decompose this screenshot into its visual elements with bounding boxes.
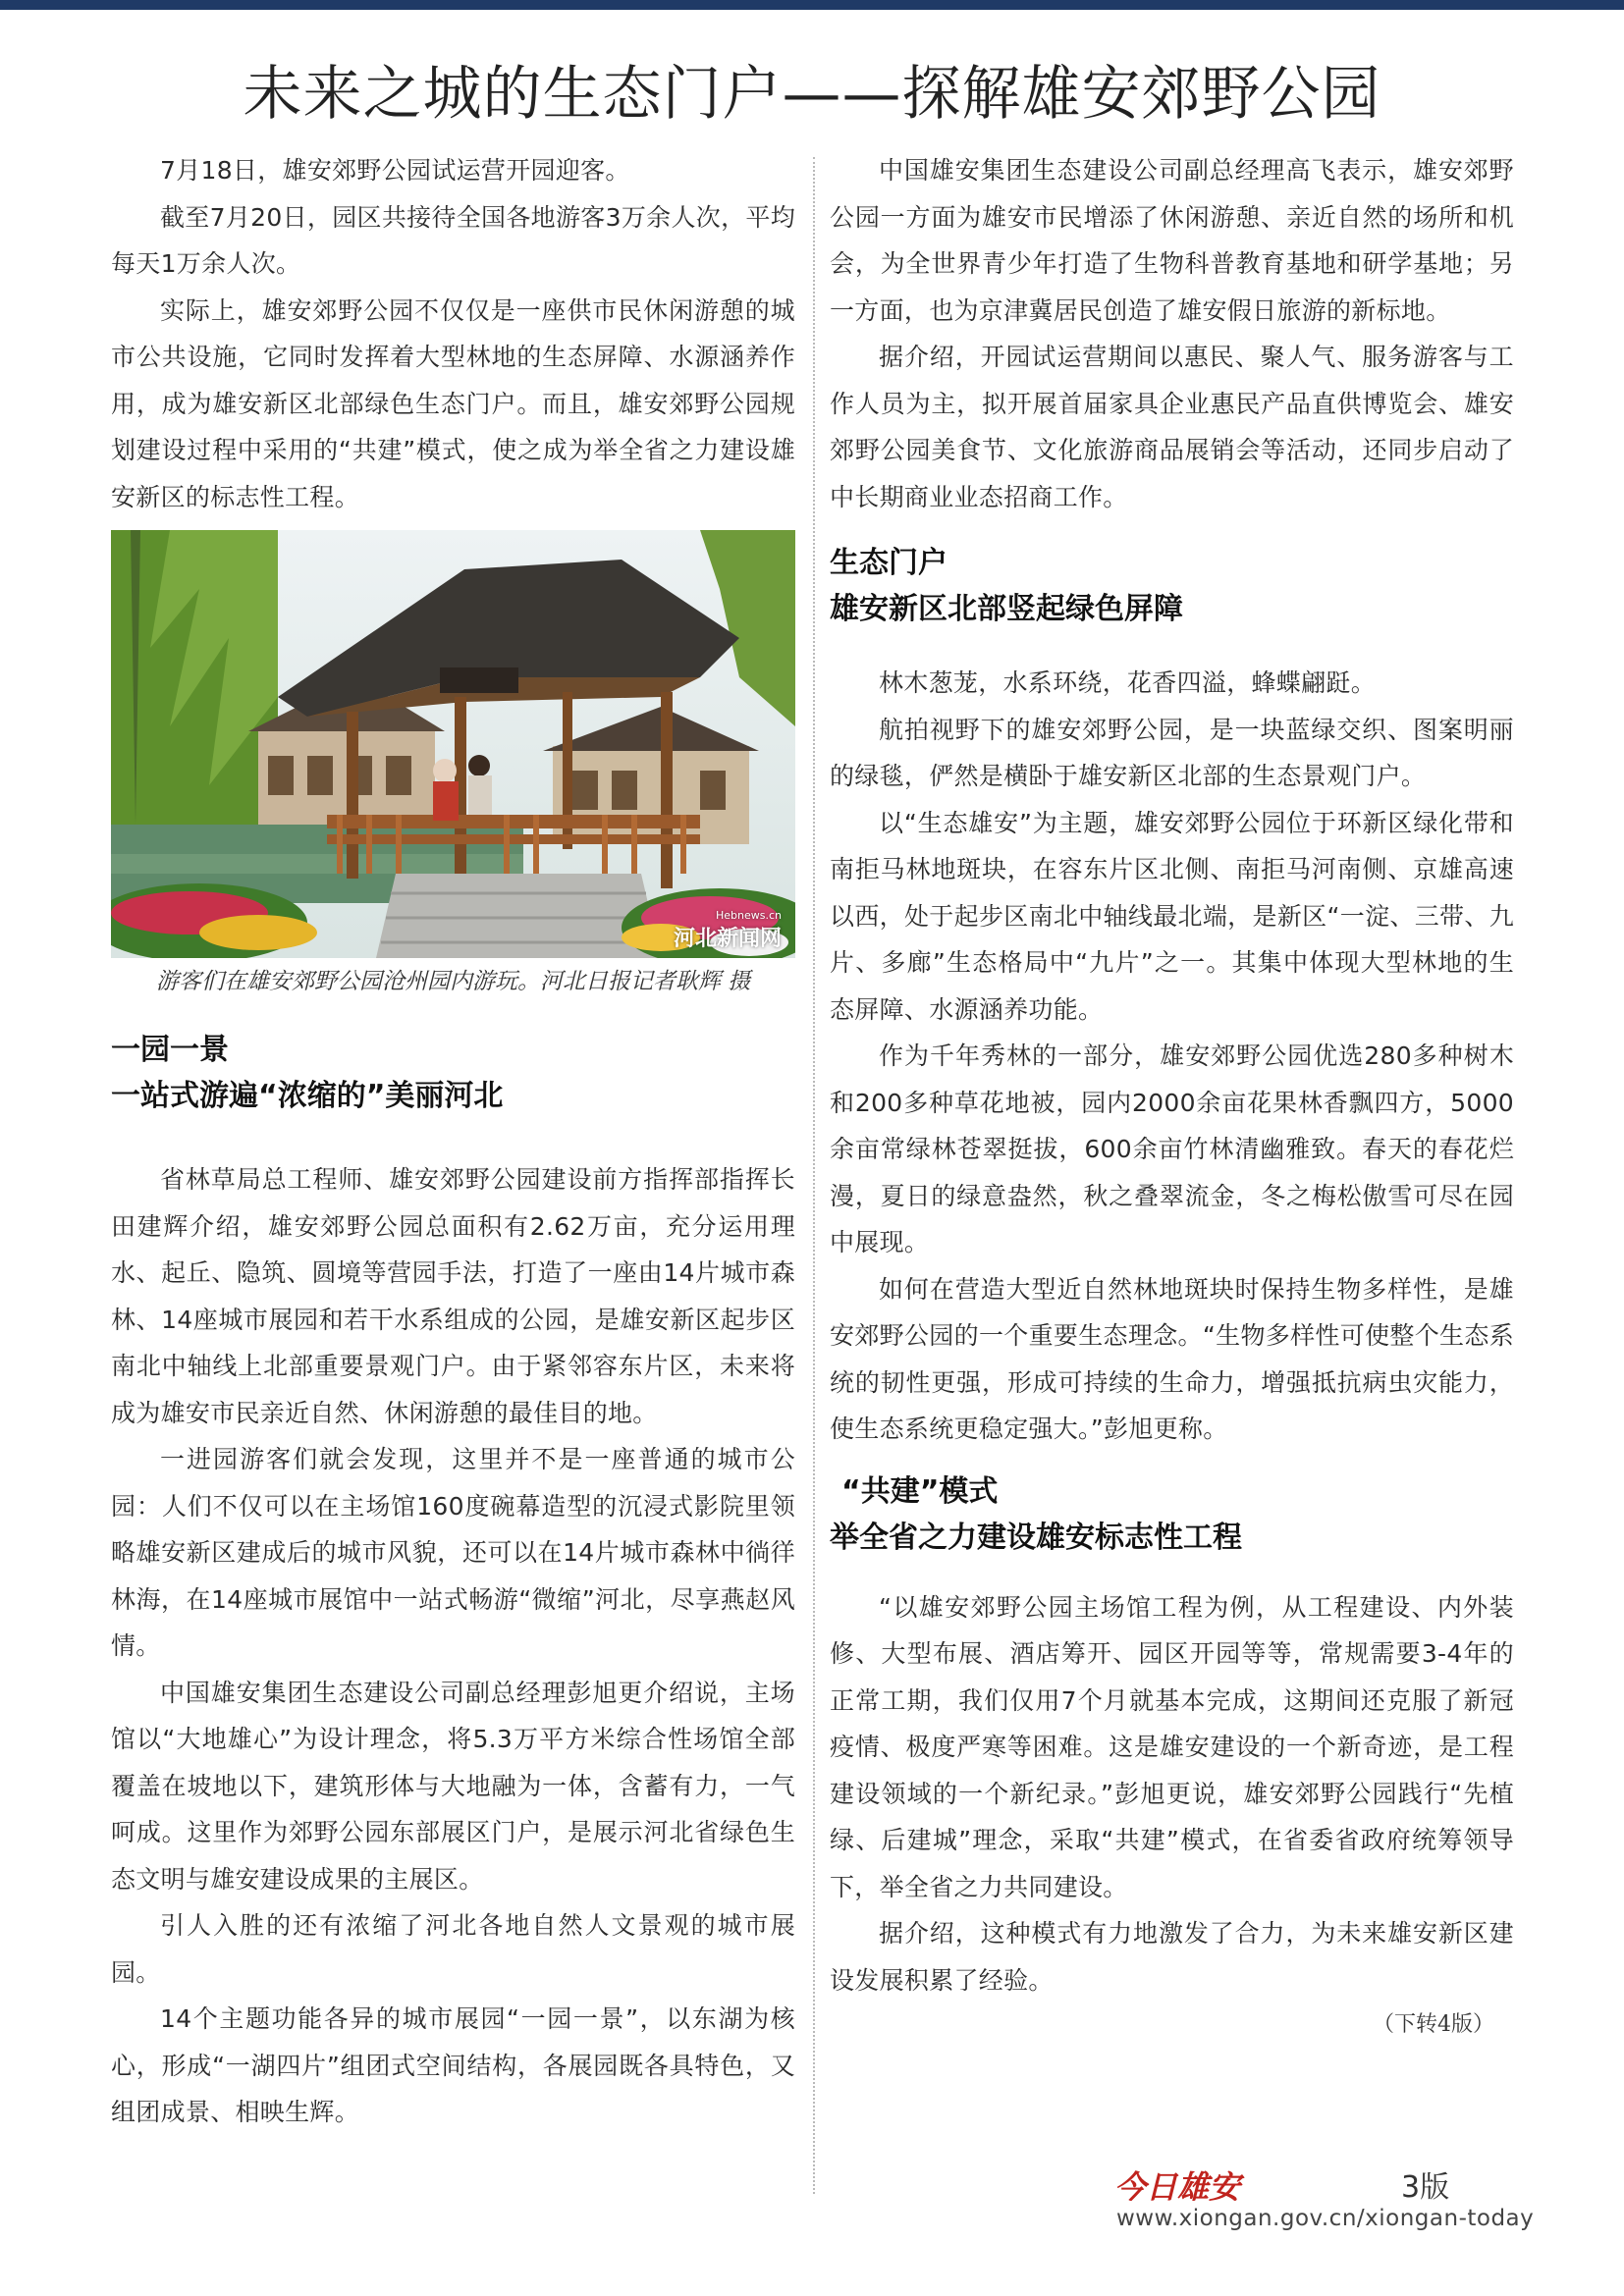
continued-note: （下转4版）: [1373, 2012, 1494, 2037]
page-number: 3版: [1401, 2170, 1450, 2205]
section2-heading-line1: 生态门户: [830, 546, 947, 580]
top-color-bar: [0, 0, 1624, 10]
section2-paragraph-5: 如何在营造大型近自然林地斑块时保持生物多样性，是雄安郊野公园的一个重要生态理念。“生物多样性可使整个生态系统的韧性更强，形成可持续的生命力，增强抵抗病虫灾能力，使生态系统更稳定强大。”彭旭更称。: [830, 1274, 1514, 1443]
section2-heading-line2: 雄安新区北部竖起绿色屏障: [830, 592, 1183, 626]
photo-watermark: [674, 909, 782, 952]
intro-paragraph-3: 实际上，雄安郊野公园不仅仅是一座供市民休闲游憩的城市公共设施，它同时发挥着大型林地的生态屏障、水源涵养作用，成为雄安新区北部绿色生态门户。而且，雄安郊野公园规划建设过程中采用的“共建”模式，使之成为举全省之力建设雄安新区的标志性工程。: [111, 295, 795, 511]
section1-paragraph-3: 中国雄安集团生态建设公司副总经理彭旭更介绍说，主场馆以“大地雄心”为设计理念，将5.3万平方米综合性场馆全部覆盖在坡地以下，建筑形体与大地融为一体，含蓄有力，一气呵成。这里作为郊野公园东部展区门户，是展示河北省绿色生态文明与雄安建设成果的主展区。: [111, 1678, 795, 1894]
section2-paragraph-4: 作为千年秀林的一部分，雄安郊野公园优选280多种树木和200多种草花地被，园内2000余亩花果林香飘四方，5000余亩常绿林苍翠挺拔，600余亩竹林清幽雅致。春天的春花烂漫，夏日的绿意盎然，秋之叠翠流金，冬之梅松傲雪可尽在园中展现。: [830, 1041, 1514, 1256]
right-intro-paragraph-1: 中国雄安集团生态建设公司副总经理高飞表示，雄安郊野公园一方面为雄安市民增添了休闲游憩、亲近自然的场所和机会，为全世界青少年打造了生物科普教育基地和研学基地；另一方面，也为京津冀居民创造了雄安假日旅游的新标地。: [830, 156, 1514, 325]
section3-paragraph-2: 据介绍，这种模式有力地激发了合力，为未来雄安新区建设发展积累了经验。: [830, 1919, 1514, 1995]
watermark-url: Hebnews.cn: [715, 909, 782, 922]
section1-heading-line2: 一站式游遍“浓缩的”美丽河北: [111, 1079, 504, 1113]
photo-caption: 游客们在雄安郊野公园沧州园内游玩。河北日报记者耿辉 摄: [156, 969, 751, 994]
section3-heading-line1: “共建”模式: [841, 1473, 999, 1509]
section2-paragraph-1: 林木葱茏，水系环绕，花香四溢，蜂蝶翩跹。: [879, 668, 1377, 697]
section1-paragraph-4: 引人入胜的还有浓缩了河北各地自然人文景观的城市展园。: [111, 1911, 795, 1987]
pavilion-photo: [111, 530, 795, 958]
intro-paragraph-1: 7月18日，雄安郊野公园试运营开园迎客。: [160, 156, 630, 185]
watermark-text: 河北新闻网: [673, 927, 782, 951]
intro-paragraph-2: 截至7月20日，园区共接待全国各地游客3万余人次，平均每天1万余人次。: [111, 202, 795, 278]
section2-paragraph-2: 航拍视野下的雄安郊野公园，是一块蓝绿交织、图案明丽的绿毯，俨然是横卧于雄安新区北部的生态景观门户。: [830, 715, 1514, 790]
footer-url[interactable]: www.xiongan.gov.cn/xiongan-today: [1116, 2206, 1535, 2231]
right-column: [830, 147, 1514, 2045]
section1-heading-line1: 一园一景: [111, 1033, 229, 1067]
section1-paragraph-1: 省林草局总工程师、雄安郊野公园建设前方指挥部指挥长田建辉介绍，雄安郊野公园总面积有2.62万亩，充分运用理水、起丘、隐筑、圆境等营园手法，打造了一座由14片城市森林、14座城市展园和若干水系组成的公园，是雄安新区起步区南北中轴线上北部重要景观门户。由于紧邻容东片区，未来将成为雄安市民亲近自然、休闲游憩的最佳目的地。: [111, 1165, 795, 1427]
page-title: 未来之城的生态门户——探解雄安郊野公园: [243, 60, 1381, 129]
section3-paragraph-1: “以雄安郊野公园主场馆工程为例，从工程建设、内外装修、大型布展、酒店筹开、园区开园等等，常规需要3-4年的正常工期，我们仅用7个月就基本完成，这期间还克服了新冠疫情、极度严寒等困难。这是雄安建设的一个新奇迹，是工程建设领域的一个新纪录。”彭旭更说，雄安郊野公园践行“先植绿、后建城”理念，采取“共建”模式，在省委省政府统筹领导下，举全省之力共同建设。: [830, 1592, 1514, 1901]
section3-heading-line2: 举全省之力建设雄安标志性工程: [830, 1520, 1242, 1555]
column-divider: [813, 157, 815, 2194]
section1-paragraph-5: 14个主题功能各异的城市展园“一园一景”，以东湖为核心，形成“一湖四片”组团式空间结构，各展园既各具特色，又组团成景、相映生辉。: [111, 2004, 795, 2126]
section2-paragraph-3: 以“生态雄安”为主题，雄安郊野公园位于环新区绿化带和南拒马林地斑块，在容东片区北侧、南拒马河南侧、京雄高速以西，处于起步区南北中轴线最北端，是新区“一淀、三带、九片、多廊”生态格局中“九片”之一。其集中体现大型林地的生态屏障、水源涵养功能。: [830, 808, 1514, 1024]
right-intro-paragraph-2: 据介绍，开园试运营期间以惠民、聚人气、服务游客与工作人员为主，拟开展首届家具企业惠民产品直供博览会、雄安郊野公园美食节、文化旅游商品展销会等活动，还同步启动了中长期商业业态招商工作。: [830, 343, 1514, 511]
left-column: [111, 147, 795, 2136]
section1-paragraph-2: 一进园游客们就会发现，这里并不是一座普通的城市公园：人们不仅可以在主场馆160度碗幕造型的沉浸式影院里领略雄安新区建成后的城市风貌，还可以在14片城市森林中徜徉林海，在14座城市展馆中一站式畅游“微缩”河北，尽享燕赵风情。: [111, 1445, 795, 1660]
pavilion-illustration: [111, 530, 795, 958]
footer-brand: 今日雄安: [1114, 2168, 1241, 2206]
